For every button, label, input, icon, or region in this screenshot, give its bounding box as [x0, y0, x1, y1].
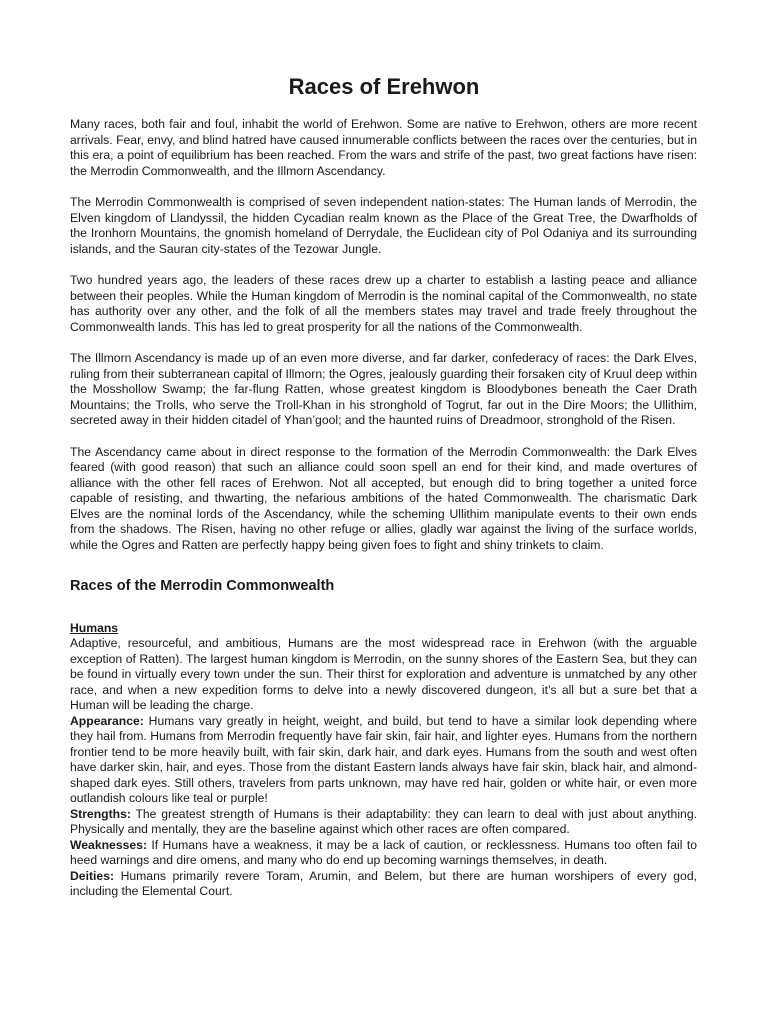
- humans-intro: Adaptive, resourceful, and ambitious, Humans are the most widespread race in Erehwon (with the arguable exception of Ratten). The largest human kingdom is Merrodin, on the sunny shores of the Eastern Sea, but they can be found in virtually every town under the sun. Their thirst for exploration and adventure is unmatched by any other race, and when a new expedition forms to delve into a newly discovered dungeon, it’s all but a sure bet that a Human will be leading the charge.: [70, 636, 697, 712]
- intro-paragraph: The Ascendancy came about in direct response to the formation of the Merrodin Commonwealth: the Dark Elves feared (with good reason) that such an alliance could soon spell an end for their kind, and made overtures of alliance with the other fell races of Erehwon. Not all accepted, but enough did to bring together a united force capable of resisting, and thwarting, the nefarious ambitions of the hated Commonwealth. The charismatic Dark Elves are the nominal lords of the Ascendancy, while the scheming Ullithim manipulate events to their own ends from the shadows. The Risen, having no other refuge or allies, gladly war against the living of the surface worlds, while the Ogres and Ratten are perfectly happy being given foes to fight and shiny trinkets to claim.: [70, 444, 697, 552]
- deities-text: Humans primarily revere Toram, Arumin, and Belem, but there are human worshipers of every god, including the Elemental Court.: [70, 868, 697, 898]
- weaknesses-text: If Humans have a weakness, it may be a lack of caution, or recklessness. Humans too often fail to heed warnings and dire omens, and many who do end up becoming warnings themselves, in death.: [70, 837, 697, 867]
- humans-deities: [70, 869, 697, 900]
- page-title: Races of Erehwon: [288, 74, 480, 99]
- humans-strengths: [70, 807, 697, 838]
- document-body: [70, 117, 697, 900]
- strengths-label: Strengths:: [70, 806, 131, 821]
- weaknesses-label: Weaknesses:: [70, 837, 148, 852]
- strengths-text: The greatest strength of Humans is their adaptability: they can learn to deal with just about anything. Physically and mentally, they are the baseline against which other races are often compared.: [70, 806, 697, 836]
- intro-paragraph: Many races, both fair and foul, inhabit the world of Erehwon. Some are native to Erehwon, others are more recent arrivals. Fear, envy, and blind hatred have caused innumerable conflicts between the races over the centuries, but in this era, a point of equilibrium has been reached. From the wars and strife of the past, two great factions have risen: the Merrodin Commonwealth, and the Illmorn Ascendancy.: [70, 117, 697, 178]
- humans-appearance: [70, 714, 697, 807]
- appearance-text: Humans vary greatly in height, weight, and build, but tend to have a similar look depending where they hail from. Humans from Merrodin frequently have fair skin, fair hair, and lighter eyes. Humans from the northern frontier tend to be more heavily built, with fair skin, dark hair, and dark eyes. Humans from the south and west often have darker skin, hair, and eyes. Those from the distant Eastern lands always have fair skin, black hair, and almond-shaped dark eyes. Still others, travelers from parts unknown, may have red hair, golden or white hair, or even more outlandish colours like teal or purple!: [70, 713, 697, 805]
- section-heading: Races of the Merrodin Commonwealth: [70, 578, 335, 594]
- intro-paragraph: The Merrodin Commonwealth is comprised of seven independent nation-states: The Human lands of Merrodin, the Elven kingdom of Llandyssil, the hidden Cycadian realm known as the Place of the Great Tree, the Dwarfholds of the Ironhorn Mountains, the gnomish homeland of Derrydale, the Euclidean city of Pol Odaniya and its surrounding islands, and the Sauran city-states of the Tezowar Jungle.: [70, 195, 697, 256]
- deities-label: Deities:: [70, 868, 115, 883]
- intro-paragraph: The Illmorn Ascendancy is made up of an even more diverse, and far darker, confederacy of races: the Dark Elves, ruling from their subterranean capital of Illmorn; the Ogres, jealously guarding their forsaken city of Kruul deep within the Mosshollow Swamp; the far-flung Ratten, whose greatest kingdom is Bloodybones beneath the Caer Drath Mountains; the Trolls, who serve the Troll-Khan in his stronghold of Togrut, far out in the Dire Moors; the Ullithim, secreted away in their hidden citadel of Yhan’gool; and the haunted ruins of Dreadmoor, stronghold of the Risen.: [70, 351, 697, 427]
- appearance-label: Appearance:: [70, 713, 144, 728]
- humans-heading: Humans: [70, 620, 119, 635]
- humans-weaknesses: [70, 838, 697, 869]
- intro-paragraph: Two hundred years ago, the leaders of these races drew up a charter to establish a lasting peace and alliance between their peoples. While the Human kingdom of Merrodin is the nominal capital of the Commonwealth, no state has authority over any other, and the folk of all the members states may travel and trade freely throughout the Commonwealth lands. This has led to great prosperity for all the nations of the Commonwealth.: [70, 273, 697, 334]
